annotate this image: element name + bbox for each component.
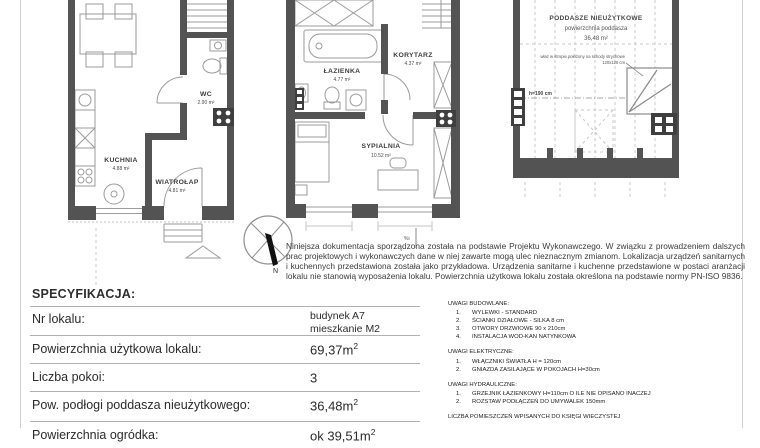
note-item — [448, 333, 746, 341]
spec-value-sup: 2 — [353, 341, 359, 351]
spec-value-number: ok 39,51m — [310, 428, 371, 444]
note-item — [448, 398, 746, 406]
floorplan-attic — [505, 0, 690, 205]
notes-footer: LICZBA POMIESZCZEŃ WPISANYCH DO KSIĘGI WIECZYSTEJ — [448, 414, 621, 421]
notes-section-hydrauliczne — [448, 381, 746, 406]
corridor-closet — [434, 62, 452, 108]
bed — [295, 122, 329, 195]
spec-value — [310, 397, 358, 413]
room-area-korytarz: 4.37 m² — [404, 61, 422, 67]
spec-value-sup: 2 — [370, 427, 376, 437]
vent-block — [511, 88, 525, 126]
notes-section-budowlane — [448, 300, 746, 341]
note-text: ŚCIANKI DZIAŁOWE - SILKA 8 cm — [472, 318, 564, 325]
note-item — [448, 325, 746, 333]
wc-door-arc — [157, 77, 183, 103]
room-label-lazienka: ŁAZIENKA — [323, 68, 361, 75]
spec-row-ogrodek — [30, 421, 420, 448]
attic-subtitle: powierzchnia poddasza — [564, 26, 628, 32]
bath-toilet — [324, 87, 340, 109]
entry-door-arc — [164, 168, 202, 206]
spec-row-powierzchnia — [30, 335, 420, 363]
hatch-note: właz w stropie położony na schody strychowe — [540, 54, 625, 59]
spec-label: Pow. podłogi poddasza nieużytkowego: — [32, 398, 251, 412]
room-label-korytarz: KORYTARZ — [393, 52, 433, 59]
spec-label: Powierzchnia ogródka: — [32, 428, 159, 442]
disclaimer-paragraph: Niniejsza dokumentacja sporządzona została na podstawie Projektu Wykonawczego. W związku z prowadzeniem dalszych prac projektowych i wykonawczych dane w niej zawarte mogą ulec nieznacznym zmianom. Lokalizacja urządzeń sanitarnych i kuchennych przedstawiona została jako przykładowa. Urządzenia sanitarne i kuchenne przedstawione w postaci aranżacji lokalu nie stanowią wyposażenia lokalu. Powierzchnia użytkowa lokalu została określona na podstawie normy PN-ISO 9836. — [286, 241, 745, 281]
room-label-sypialnia: SYPIALNIA — [361, 143, 401, 150]
spec-value — [310, 341, 358, 357]
note-text: GNIAZDA ZASILAJĄCE W POKOJACH H=30cm — [472, 366, 600, 373]
note-item — [448, 317, 746, 325]
spec-label: Liczba pokoi: — [32, 370, 105, 384]
note-num: 1. — [456, 310, 461, 317]
room-area-wc: 2.90 m² — [197, 100, 215, 106]
note-num: 1. — [456, 390, 461, 397]
kitchen-sink — [79, 94, 91, 106]
hatch-size: 120x120 cm — [602, 60, 625, 65]
chimney-block — [651, 113, 677, 135]
spec-row-poddasze — [30, 391, 420, 421]
note-text: WYLEWKI - STANDARD — [472, 310, 538, 317]
construction-notes — [448, 300, 746, 421]
notes-heading: UWAGI BUDOWLANE: — [448, 301, 509, 307]
wardrobe-top — [295, 0, 373, 26]
room-label-kuchnia: KUCHNIA — [104, 157, 138, 164]
note-num: 2. — [456, 398, 461, 405]
notes-section-elektryczne — [448, 348, 746, 373]
spec-value-sup: 2 — [353, 397, 359, 407]
note-text: WŁĄCZNIKI ŚWIATŁA H = 120cm — [472, 358, 562, 365]
washing-machine — [346, 90, 366, 110]
desk — [378, 158, 418, 190]
spec-value — [310, 427, 375, 443]
room-area-sypialnia: 10.52 m² — [371, 153, 391, 159]
room-area-wiatrolap: 4.81 m² — [168, 188, 186, 194]
room-area-kuchnia: 4.88 m² — [112, 166, 130, 172]
note-num: 3. — [456, 326, 461, 333]
room-label-wiatrolap: WIATROŁAP — [155, 179, 199, 186]
attic-area: 36,48 m² — [584, 36, 608, 42]
specification-heading: SPECYFIKACJA: — [32, 287, 136, 301]
note-num: 1. — [456, 358, 461, 365]
section-mark: %i — [404, 236, 410, 242]
note-num: 4. — [456, 334, 461, 341]
floorplan-ground-left — [56, 0, 241, 262]
note-item — [448, 358, 746, 366]
spec-label: Powierzchnia użytkowa lokalu: — [32, 342, 202, 356]
spec-row-nr-lokalu — [30, 306, 420, 335]
specification-table — [30, 287, 420, 448]
spec-value-line1: budynek A7 — [310, 310, 365, 322]
wc-sink — [210, 40, 226, 51]
room-area-lazienka: 4.77 m² — [333, 77, 351, 83]
left-page-border — [20, 0, 21, 428]
spec-value-line2: mieszkanie M2 — [310, 322, 381, 335]
floorplan-upper — [284, 0, 466, 250]
note-text: GRZEJNIK ŁAZIENKOWY H=110cm O ILE NIE OPISANO INACZEJ — [472, 390, 651, 397]
bathroom-door-arc — [384, 74, 410, 100]
radiator — [295, 88, 304, 110]
note-item — [448, 366, 746, 374]
note-text: OTWORY DRZWIOWE 90 x 210cm — [472, 326, 566, 333]
spec-value-number: 69,37m — [310, 342, 354, 358]
entry-steps — [164, 224, 220, 258]
toilet — [203, 58, 227, 74]
note-item — [448, 390, 746, 398]
dining-table — [80, 14, 136, 54]
attic-hatch — [627, 68, 673, 114]
spec-value — [310, 310, 380, 335]
notes-heading: UWAGI HYDRAULICZNE: — [448, 381, 517, 388]
note-item — [448, 309, 746, 317]
bedroom-door-arc — [383, 115, 413, 145]
bathtub — [304, 30, 382, 62]
note-num: 2. — [456, 366, 461, 373]
note-num: 2. — [456, 318, 461, 325]
stairs — [187, 4, 227, 28]
note-text: ROZSTAW PODŁĄCZEŃ DO UMYWALEK 150mm — [472, 398, 606, 405]
spec-row-liczba-pokoi — [30, 363, 420, 391]
spec-value-number: 36,48m — [310, 398, 354, 414]
round-basin — [104, 184, 124, 204]
room-label-wc: WC — [200, 91, 212, 98]
compass-needle — [265, 233, 278, 266]
flue-block — [213, 108, 234, 126]
height-note: h=190 cm — [529, 91, 552, 97]
attic-title: PODDASZE NIEUŻYTKOWE — [549, 15, 643, 22]
spec-value — [310, 369, 317, 385]
note-text: INSTALACJA WOD-KAN NATYNKOWA — [472, 334, 576, 341]
spec-label: Nr lokalu: — [32, 312, 85, 326]
bedroom-wardrobe — [434, 128, 452, 198]
spec-value-number: 3 — [310, 370, 318, 386]
compass-n-label: N — [273, 268, 279, 275]
notes-heading: UWAGI ELEKTRYCZNE: — [448, 349, 514, 356]
flue-block-upper — [436, 110, 456, 127]
